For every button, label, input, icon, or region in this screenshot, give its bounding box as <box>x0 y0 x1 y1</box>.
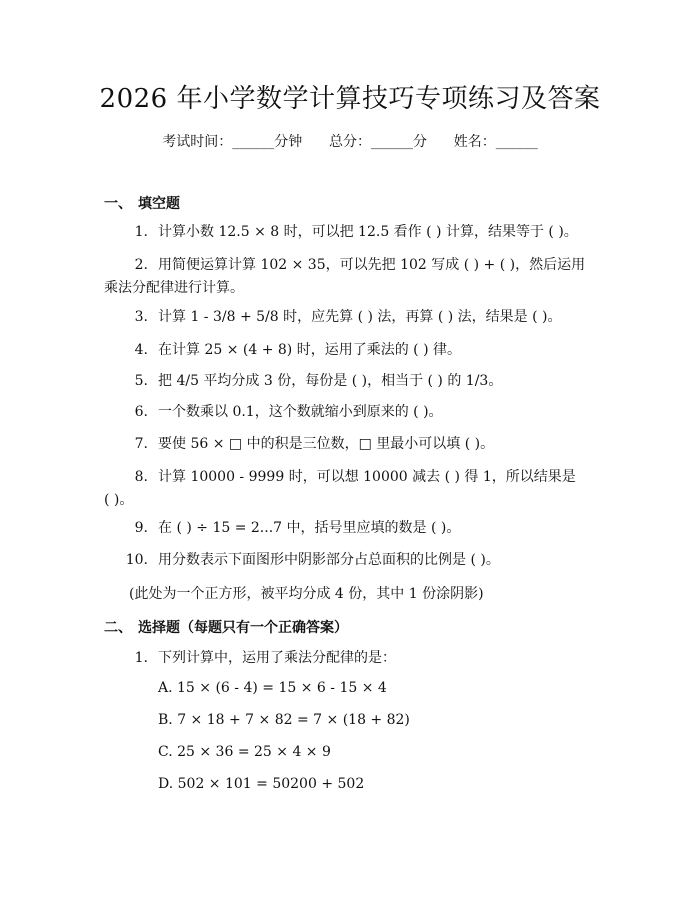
question-item <box>104 306 596 329</box>
section-number: 二、 <box>104 620 132 636</box>
question-item <box>104 517 596 540</box>
question-number: 6. <box>134 404 148 420</box>
question-text: 计算小数 12.5 × 8 时，可以把 12.5 看作 ( ) 计算，结果等于 ( )。 <box>158 224 578 240</box>
section-number: 一、 <box>104 196 132 212</box>
section-header-fill-blank <box>104 193 180 213</box>
question-text-continued: 乘法分配律进行计算。 <box>104 280 244 296</box>
question-text: 一个数乘以 0.1，这个数就缩小到原来的 ( )。 <box>158 404 443 420</box>
question-text: 用分数表示下面图形中阴影部分占总面积的比例是 ( )。 <box>158 552 500 568</box>
question-number: 4. <box>134 342 148 358</box>
question-item <box>104 339 596 362</box>
question-item <box>104 433 596 456</box>
question-text: 在计算 25 × (4 + 8) 时，运用了乘法的 ( ) 律。 <box>158 342 461 358</box>
question-text-continued: ( )。 <box>104 492 134 508</box>
question-text: 在 ( ) ÷ 15 = 2...7 中，括号里应填的数是 ( )。 <box>158 520 461 536</box>
question-item <box>104 221 596 244</box>
section-header-multiple-choice <box>104 617 348 637</box>
student-name-field: 姓名：______ <box>453 134 538 150</box>
question-number: 3. <box>134 309 148 325</box>
question-text: 计算 10000 - 9999 时，可以想 10000 减去 ( ) 得 1，所以结果是 <box>158 469 576 485</box>
question-item <box>104 401 596 424</box>
question-text: 用简便运算计算 102 × 35，可以先把 102 写成 ( ) + ( )，然后运用 <box>158 257 586 273</box>
question-number: 9. <box>134 520 148 536</box>
question-item <box>104 647 596 670</box>
choice-option-a: A. 15 × (6 - 4) = 15 × 6 - 15 × 4 <box>158 680 387 696</box>
question-item <box>104 549 596 572</box>
question-text: 计算 1 - 3/8 + 5/8 时，应先算 ( ) 法，再算 ( ) 法，结果是 ( )。 <box>158 309 562 325</box>
choice-option-b: B. 7 × 18 + 7 × 82 = 7 × (18 + 82) <box>158 712 410 728</box>
question-number: 1. <box>134 650 148 666</box>
question-number: 10. <box>125 552 148 568</box>
choice-option-d: D. 502 × 101 = 50200 + 502 <box>158 776 365 792</box>
exam-info-line <box>0 131 700 151</box>
question-text: 下列计算中，运用了乘法分配律的是： <box>158 650 396 666</box>
question-number: 7. <box>134 436 148 452</box>
question-number: 2. <box>134 257 148 273</box>
question-text: 把 4/5 平均分成 3 份，每份是 ( )，相当于 ( ) 的 1/3。 <box>158 373 503 389</box>
question-text: 要使 56 × □ 中的积是三位数，□ 里最小可以填 ( )。 <box>158 436 495 452</box>
question-item <box>104 254 596 300</box>
page-title: 2026 年小学数学计算技巧专项练习及答案 <box>99 84 601 114</box>
section-title: 填空题 <box>138 196 180 212</box>
question-item <box>104 370 596 393</box>
question-number: 1. <box>134 224 148 240</box>
total-score-field: 总分：______分 <box>329 134 427 150</box>
question-number: 5. <box>134 373 148 389</box>
section-title: 选择题（每题只有一个正确答案） <box>138 620 348 636</box>
question-number: 8. <box>134 469 148 485</box>
figure-note: (此处为一个正方形，被平均分成 4 份，其中 1 份涂阴影) <box>129 586 484 602</box>
question-item <box>104 466 596 512</box>
exam-time-field: 考试时间：______分钟 <box>162 134 303 150</box>
choice-option-c: C. 25 × 36 = 25 × 4 × 9 <box>158 744 331 760</box>
